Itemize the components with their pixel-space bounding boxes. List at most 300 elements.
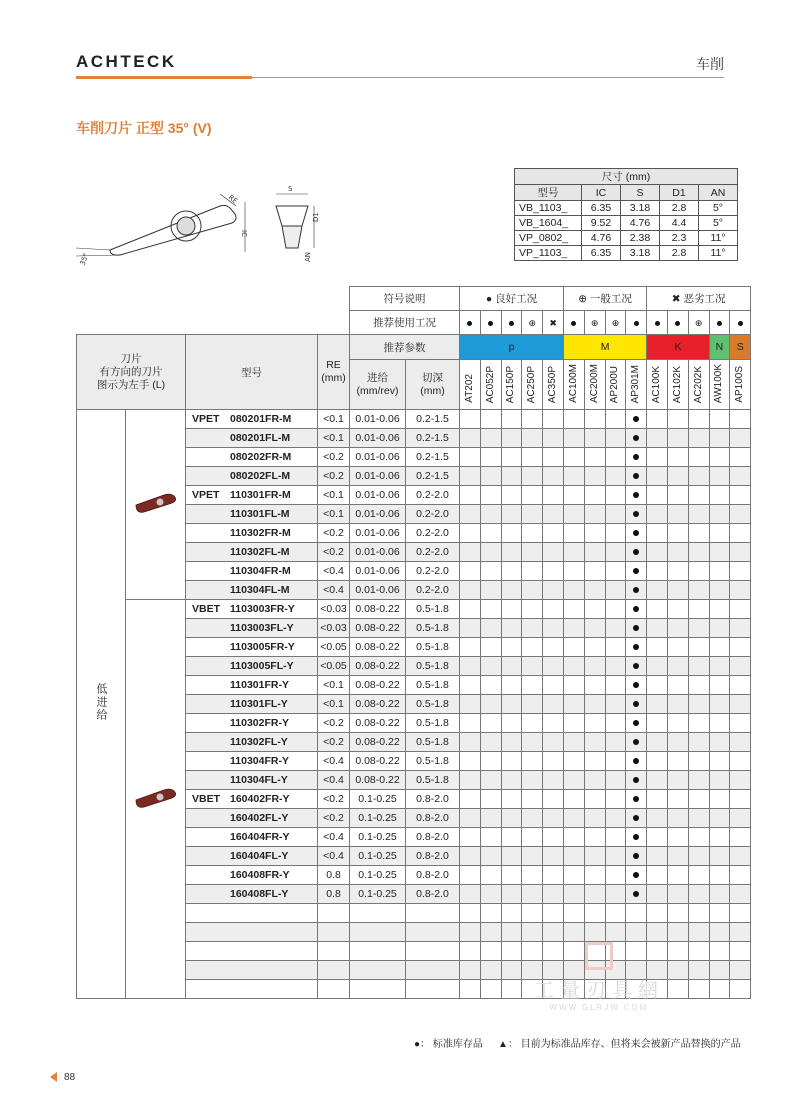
- grade-cell: [460, 638, 481, 657]
- grade-cell: [501, 505, 522, 524]
- grade-cell: [460, 790, 481, 809]
- model-suffix: 1103003FR-Y: [230, 603, 295, 615]
- grade-cell: [563, 714, 584, 733]
- grade-cell: [522, 562, 543, 581]
- grade-cell: [563, 809, 584, 828]
- stock-dot-icon: [633, 777, 639, 783]
- diagram-label-s: S: [288, 185, 293, 193]
- grade-cell: [584, 638, 605, 657]
- grade-cell: [584, 524, 605, 543]
- empty-cell: [350, 961, 406, 980]
- grade-cell: [543, 847, 564, 866]
- model-code: [186, 467, 318, 486]
- depth-value: 0.8-2.0: [406, 847, 460, 866]
- grade-cell: [584, 771, 605, 790]
- grade-cell: [730, 505, 751, 524]
- insert-image-icon: [134, 492, 178, 514]
- grade-cell: [667, 752, 688, 771]
- grade-cell: [522, 771, 543, 790]
- empty-cell: [688, 980, 709, 999]
- grade-cell: [543, 562, 564, 581]
- grade-header: [688, 360, 709, 410]
- diagram-label-d1: D1: [312, 212, 320, 222]
- dimension-model: VP_1103_: [515, 246, 582, 261]
- grade-cell: [647, 752, 668, 771]
- dimension-table-header: [515, 185, 738, 201]
- grade-cell: [667, 771, 688, 790]
- dimension-col-header: IC: [582, 185, 621, 201]
- grade-cell: [626, 562, 647, 581]
- empty-cell: [688, 942, 709, 961]
- grade-cell: [543, 657, 564, 676]
- model-code: [186, 619, 318, 638]
- grade-cell: [480, 448, 501, 467]
- grade-cell: [584, 790, 605, 809]
- grade-cell: [709, 828, 730, 847]
- grade-cell: [563, 771, 584, 790]
- grade-cell: [647, 733, 668, 752]
- grade-cell: [626, 505, 647, 524]
- stock-dot-icon: [633, 682, 639, 688]
- depth-value: 0.2-1.5: [406, 429, 460, 448]
- grade-cell: [667, 790, 688, 809]
- empty-cell: [406, 923, 460, 942]
- brand-logo: ACHTECK: [76, 52, 177, 71]
- grade-label: AC350P: [547, 365, 559, 403]
- application-text: 低进给: [95, 683, 107, 722]
- re-value: <0.2: [318, 543, 350, 562]
- feed-header: 进给 (mm/rev): [350, 360, 406, 410]
- grade-cell: [543, 429, 564, 448]
- grade-cell: [460, 429, 481, 448]
- model-code: [186, 410, 318, 429]
- empty-cell: [406, 904, 460, 923]
- model-suffix: 110302FR-Y: [230, 717, 289, 729]
- empty-cell: [709, 961, 730, 980]
- watermark: [534, 942, 664, 1012]
- depth-value: 0.2-2.0: [406, 524, 460, 543]
- grade-cell: [480, 714, 501, 733]
- grade-cell: [667, 638, 688, 657]
- grade-cell: [709, 885, 730, 904]
- grade-cell: [709, 600, 730, 619]
- grade-cell: [543, 752, 564, 771]
- grade-cell: [501, 828, 522, 847]
- grade-cell: [730, 410, 751, 429]
- grade-cell: [730, 828, 751, 847]
- grade-cell: [460, 809, 481, 828]
- re-value: <0.4: [318, 581, 350, 600]
- model-suffix: 160408FL-Y: [230, 888, 289, 900]
- grade-cell: [709, 809, 730, 828]
- grade-header: [543, 360, 564, 410]
- empty-cell: [522, 923, 543, 942]
- empty-cell: [501, 942, 522, 961]
- grade-cell: [543, 467, 564, 486]
- grade-cell: [626, 752, 647, 771]
- empty-cell: [626, 904, 647, 923]
- grade-cell: [460, 600, 481, 619]
- re-value: <0.1: [318, 695, 350, 714]
- grade-cell: [543, 885, 564, 904]
- dimension-value: 4.76: [621, 216, 660, 231]
- depth-value: 0.5-1.8: [406, 638, 460, 657]
- grade-cell: [501, 467, 522, 486]
- grade-cell: [522, 657, 543, 676]
- model-suffix: 110301FL-M: [230, 508, 290, 520]
- dimension-value: 6.35: [582, 201, 621, 216]
- feed-value: 0.1-0.25: [350, 790, 406, 809]
- diagram-label-ic: IC: [240, 230, 248, 237]
- grade-cell: [460, 676, 481, 695]
- grade-cell: [501, 885, 522, 904]
- grade-cell: [605, 714, 626, 733]
- grade-cell: [563, 695, 584, 714]
- model-code: [186, 885, 318, 904]
- depth-value: 0.5-1.8: [406, 733, 460, 752]
- grade-cell: [688, 524, 709, 543]
- grade-cell: [605, 486, 626, 505]
- dimension-table-title: 尺寸 (mm): [515, 169, 738, 185]
- empty-cell: [480, 923, 501, 942]
- empty-cell: [709, 980, 730, 999]
- grade-cell: [730, 885, 751, 904]
- empty-cell: [318, 904, 350, 923]
- depth-value: 0.2-2.0: [406, 505, 460, 524]
- stock-dot-icon: [633, 473, 639, 479]
- grade-cell: [480, 676, 501, 695]
- grade-cell: [501, 581, 522, 600]
- grade-cell: [501, 790, 522, 809]
- re-value: <0.03: [318, 600, 350, 619]
- re-value: <0.1: [318, 429, 350, 448]
- grade-cell: [460, 866, 481, 885]
- model-code: [186, 847, 318, 866]
- grade-cell: [647, 828, 668, 847]
- grade-cell: [730, 790, 751, 809]
- empty-cell: [480, 980, 501, 999]
- depth-value: 0.2-1.5: [406, 448, 460, 467]
- model-suffix: 080201FR-M: [230, 413, 292, 425]
- dimension-row: [515, 246, 738, 261]
- empty-cell: [584, 904, 605, 923]
- grade-cell: [460, 543, 481, 562]
- feed-value: 0.1-0.25: [350, 809, 406, 828]
- grade-cell: [667, 600, 688, 619]
- grade-cell: [522, 847, 543, 866]
- grade-cell: [584, 619, 605, 638]
- model-code: [186, 448, 318, 467]
- feed-value: 0.01-0.06: [350, 429, 406, 448]
- empty-cell: [406, 942, 460, 961]
- grade-cell: [480, 505, 501, 524]
- empty-cell: [460, 961, 481, 980]
- grade-cell: [626, 885, 647, 904]
- grade-cell: [647, 410, 668, 429]
- grade-cell: [688, 847, 709, 866]
- grade-cell: [647, 486, 668, 505]
- model-suffix: 1103005FL-Y: [230, 660, 294, 672]
- grade-cell: [626, 771, 647, 790]
- grade-cell: [543, 638, 564, 657]
- grade-cell: [667, 885, 688, 904]
- empty-cell: [563, 904, 584, 923]
- grade-cell: [480, 790, 501, 809]
- grade-cell: [605, 676, 626, 695]
- model-suffix: 110301FR-Y: [230, 679, 289, 691]
- grade-cell: [563, 752, 584, 771]
- stock-dot-icon: [633, 587, 639, 593]
- dimension-model: VB_1103_: [515, 201, 582, 216]
- grade-cell: [605, 847, 626, 866]
- grade-cell: [626, 866, 647, 885]
- grade-cell: [605, 657, 626, 676]
- grade-cell: [709, 619, 730, 638]
- grade-cell: [605, 866, 626, 885]
- grade-cell: [480, 657, 501, 676]
- grade-cell: [563, 828, 584, 847]
- dimension-value: 2.38: [621, 231, 660, 246]
- model-suffix: 110304FR-Y: [230, 755, 289, 767]
- grade-header: [626, 360, 647, 410]
- model-suffix: 110302FL-M: [230, 546, 290, 558]
- grade-cell: [480, 524, 501, 543]
- empty-cell: [563, 923, 584, 942]
- page-arrow-icon: [50, 1072, 57, 1082]
- grade-cell: [605, 619, 626, 638]
- model-code: [186, 809, 318, 828]
- feed-value: 0.1-0.25: [350, 866, 406, 885]
- grade-cell: [647, 657, 668, 676]
- grade-cell: [563, 885, 584, 904]
- stock-dot-icon: [633, 758, 639, 764]
- grade-cell: [709, 752, 730, 771]
- grade-cell: [647, 505, 668, 524]
- re-value: <0.2: [318, 733, 350, 752]
- empty-cell: [688, 904, 709, 923]
- table-row: [77, 600, 751, 619]
- grade-cell: [563, 638, 584, 657]
- product-table: [76, 286, 751, 999]
- dimension-value: 9.52: [582, 216, 621, 231]
- grade-cell: [709, 410, 730, 429]
- grade-cell: [522, 448, 543, 467]
- feed-value: 0.08-0.22: [350, 714, 406, 733]
- stock-dot-icon: [633, 853, 639, 859]
- grade-cell: [688, 676, 709, 695]
- grade-cell: [605, 809, 626, 828]
- chapter-label: 车削: [696, 56, 724, 72]
- grade-cell: [543, 714, 564, 733]
- empty-cell: [186, 961, 318, 980]
- grade-cell: [688, 657, 709, 676]
- grade-cell: [667, 619, 688, 638]
- model-code: [186, 828, 318, 847]
- grade-cell: [522, 600, 543, 619]
- grade-cell: [584, 543, 605, 562]
- insert-side-view: [276, 194, 314, 248]
- params-header: 推荐参数: [350, 335, 460, 360]
- dimension-col-header: D1: [660, 185, 699, 201]
- grade-cell: [709, 866, 730, 885]
- dimension-col-header: AN: [699, 185, 738, 201]
- grade-cell: [480, 695, 501, 714]
- re-value: <0.4: [318, 562, 350, 581]
- model-suffix: 160402FR-Y: [230, 793, 290, 805]
- grade-cell: [480, 771, 501, 790]
- grade-cell: [626, 486, 647, 505]
- grade-cell: [667, 429, 688, 448]
- grade-cell: [480, 638, 501, 657]
- grade-cell: [522, 505, 543, 524]
- re-value: <0.03: [318, 619, 350, 638]
- stock-dot-icon: [633, 549, 639, 555]
- grade-cell: [584, 733, 605, 752]
- grade-cell: [460, 486, 481, 505]
- grade-cell: [522, 885, 543, 904]
- empty-cell: [584, 923, 605, 942]
- grade-cell: [730, 809, 751, 828]
- feed-value: 0.08-0.22: [350, 695, 406, 714]
- grade-cell: [584, 714, 605, 733]
- condition-bad-icon: ✖: [543, 311, 564, 335]
- dimension-value: 4.4: [660, 216, 699, 231]
- grade-cell: [563, 657, 584, 676]
- grade-label: AC100M: [567, 364, 579, 403]
- depth-value: 0.8-2.0: [406, 885, 460, 904]
- grade-cell: [460, 505, 481, 524]
- grade-cell: [460, 828, 481, 847]
- grade-cell: [709, 714, 730, 733]
- model-suffix: 110302FL-Y: [230, 736, 288, 748]
- grade-cell: [626, 695, 647, 714]
- grade-cell: [688, 733, 709, 752]
- depth-value: 0.5-1.8: [406, 695, 460, 714]
- empty-cell: [667, 923, 688, 942]
- grade-cell: [730, 638, 751, 657]
- model-code: [186, 866, 318, 885]
- grade-cell: [626, 790, 647, 809]
- depth-header: 切深 (mm): [406, 360, 460, 410]
- model-suffix: 110301FL-Y: [230, 698, 288, 710]
- model-suffix: 110301FR-M: [230, 489, 291, 501]
- grade-label: AP301M: [630, 364, 642, 403]
- insert-diagram: [70, 180, 330, 270]
- depth-value: 0.8-2.0: [406, 809, 460, 828]
- grade-cell: [480, 581, 501, 600]
- stock-dot-icon: [633, 891, 639, 897]
- grade-cell: [460, 657, 481, 676]
- depth-value: 0.2-1.5: [406, 410, 460, 429]
- grade-cell: [501, 543, 522, 562]
- grade-cell: [501, 676, 522, 695]
- model-suffix: 110304FL-Y: [230, 774, 288, 786]
- grade-cell: [563, 505, 584, 524]
- grade-cell: [543, 448, 564, 467]
- stock-dot-icon: [633, 435, 639, 441]
- grade-cell: [667, 847, 688, 866]
- grade-cell: [688, 467, 709, 486]
- grade-label: AC150P: [505, 365, 517, 403]
- empty-cell: [730, 942, 751, 961]
- grade-cell: [460, 695, 481, 714]
- grade-cell: [480, 866, 501, 885]
- grade-label: AC100K: [651, 365, 663, 403]
- condition-normal-icon: ⊕: [605, 311, 626, 335]
- empty-cell: [667, 961, 688, 980]
- grade-cell: [605, 524, 626, 543]
- grade-cell: [667, 562, 688, 581]
- grade-cell: [563, 543, 584, 562]
- grade-cell: [563, 467, 584, 486]
- dimension-value: 2.8: [660, 201, 699, 216]
- stock-dot-icon: [633, 834, 639, 840]
- grade-cell: [501, 600, 522, 619]
- model-suffix: 080201FL-M: [230, 432, 291, 444]
- grade-cell: [522, 866, 543, 885]
- grade-cell: [605, 638, 626, 657]
- grade-cell: [626, 714, 647, 733]
- grade-cell: [522, 695, 543, 714]
- grade-cell: [501, 657, 522, 676]
- grade-cell: [522, 752, 543, 771]
- grade-cell: [480, 828, 501, 847]
- grade-cell: [709, 543, 730, 562]
- grade-cell: [647, 790, 668, 809]
- grade-cell: [605, 467, 626, 486]
- material-group-S: S: [730, 335, 751, 360]
- re-value: <0.2: [318, 524, 350, 543]
- grade-cell: [709, 524, 730, 543]
- grade-cell: [626, 429, 647, 448]
- dimension-value: 11°: [699, 246, 738, 261]
- page-number: 88: [64, 1072, 76, 1083]
- grade-header: [480, 360, 501, 410]
- empty-cell: [501, 961, 522, 980]
- grade-cell: [709, 562, 730, 581]
- grade-cell: [522, 467, 543, 486]
- grade-cell: [480, 410, 501, 429]
- re-value: <0.1: [318, 486, 350, 505]
- feed-value: 0.08-0.22: [350, 752, 406, 771]
- grade-cell: [709, 638, 730, 657]
- re-value: <0.05: [318, 638, 350, 657]
- grade-cell: [480, 486, 501, 505]
- insert-image-icon: [134, 787, 178, 809]
- empty-cell: [709, 904, 730, 923]
- grade-cell: [647, 809, 668, 828]
- grade-cell: [667, 524, 688, 543]
- feed-value: 0.01-0.06: [350, 410, 406, 429]
- grade-cell: [460, 619, 481, 638]
- symbol-legend-row: [77, 287, 751, 311]
- grade-cell: [563, 448, 584, 467]
- grade-cell: [647, 695, 668, 714]
- model-suffix: 110304FL-M: [230, 584, 290, 596]
- condition-good-icon: [667, 311, 688, 335]
- dimension-model: VB_1604_: [515, 216, 582, 231]
- grade-cell: [605, 695, 626, 714]
- model-suffix: 160404FL-Y: [230, 850, 289, 862]
- grade-cell: [647, 619, 668, 638]
- model-code: [186, 695, 318, 714]
- model-prefix: VPET: [192, 413, 220, 425]
- material-group-M: M: [563, 335, 646, 360]
- grade-cell: [522, 676, 543, 695]
- grade-cell: [584, 866, 605, 885]
- stock-dot-icon: [633, 568, 639, 574]
- feed-value: 0.08-0.22: [350, 619, 406, 638]
